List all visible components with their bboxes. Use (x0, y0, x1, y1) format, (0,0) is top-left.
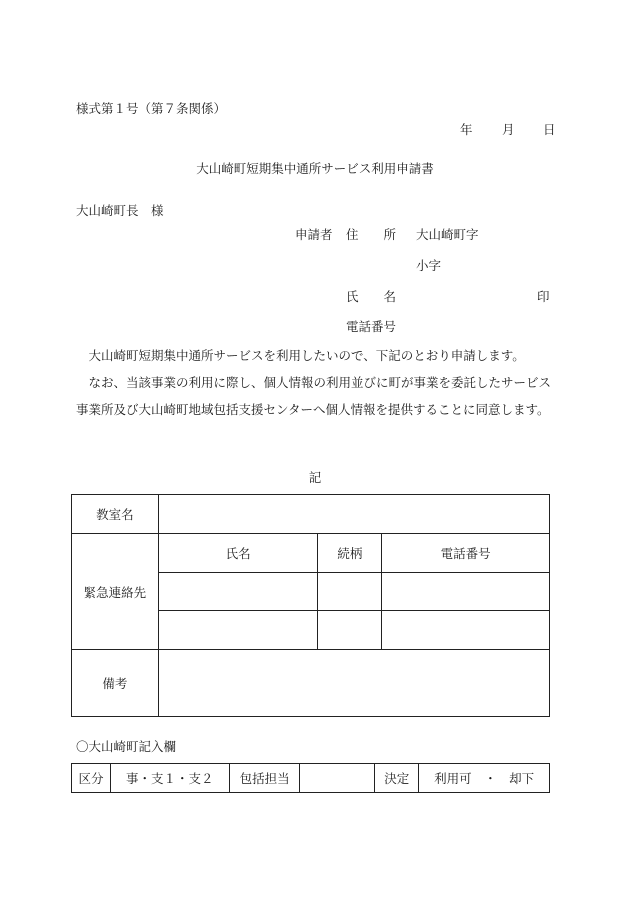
col-header-relation: 続柄 (318, 534, 382, 573)
body-paragraph-consent: なお、当該事業の利用に際し、個人情報の利用並びに町が事業を委託したサービス事業所及び大山崎町地域包括支援センターへ個人情報を提供することに同意します。 (76, 375, 552, 417)
body-text (76, 342, 556, 423)
date-year-label: 年 (460, 122, 473, 137)
form-number: 様式第１号（第７条関係） (76, 101, 227, 116)
col-header-name: 氏名 (158, 534, 318, 573)
decision-label: 決定 (375, 764, 419, 793)
body-paragraph-request: 大山崎町短期集中通所サービスを利用したいので、下記のとおり申請します。 (76, 348, 525, 363)
date-month-label: 月 (502, 122, 515, 137)
office-use-table (71, 763, 550, 793)
address-value: 大山崎町字 (416, 227, 479, 242)
name-label: 氏 名 (346, 289, 397, 304)
address-label: 住 所 (346, 227, 397, 242)
seal-mark: 印 (537, 289, 550, 304)
emergency-contact-label: 緊急連絡先 (72, 534, 159, 650)
staff-field[interactable] (300, 764, 375, 793)
address-sub-label: 小字 (416, 258, 442, 273)
applicant-label: 申請者 (295, 227, 333, 242)
classroom-field[interactable] (158, 495, 549, 534)
col-header-phone: 電話番号 (382, 534, 550, 573)
kubun-label: 区分 (72, 764, 111, 793)
emergency-relation-field-1[interactable] (318, 573, 382, 611)
ki-label: 記 (308, 470, 322, 485)
remarks-label: 備考 (72, 650, 159, 717)
emergency-relation-field-2[interactable] (318, 611, 382, 650)
remarks-field[interactable] (158, 650, 549, 717)
emergency-phone-field-1[interactable] (382, 573, 550, 611)
emergency-phone-field-2[interactable] (382, 611, 550, 650)
staff-label: 包括担当 (229, 764, 300, 793)
office-section-heading: 〇大山崎町記入欄 (76, 739, 177, 754)
classroom-label: 教室名 (72, 495, 159, 534)
phone-label: 電話番号 (346, 319, 397, 334)
date-day-label: 日 (543, 122, 556, 137)
application-table (71, 494, 550, 717)
emergency-name-field-1[interactable] (158, 573, 318, 611)
addressee: 大山崎町長 様 (76, 203, 164, 218)
decision-value: 利用可 ・ 却下 (419, 764, 550, 793)
document-title: 大山崎町短期集中通所サービス利用申請書 (196, 161, 434, 176)
emergency-name-field-2[interactable] (158, 611, 318, 650)
kubun-value: 事・支１・支２ (110, 764, 229, 793)
